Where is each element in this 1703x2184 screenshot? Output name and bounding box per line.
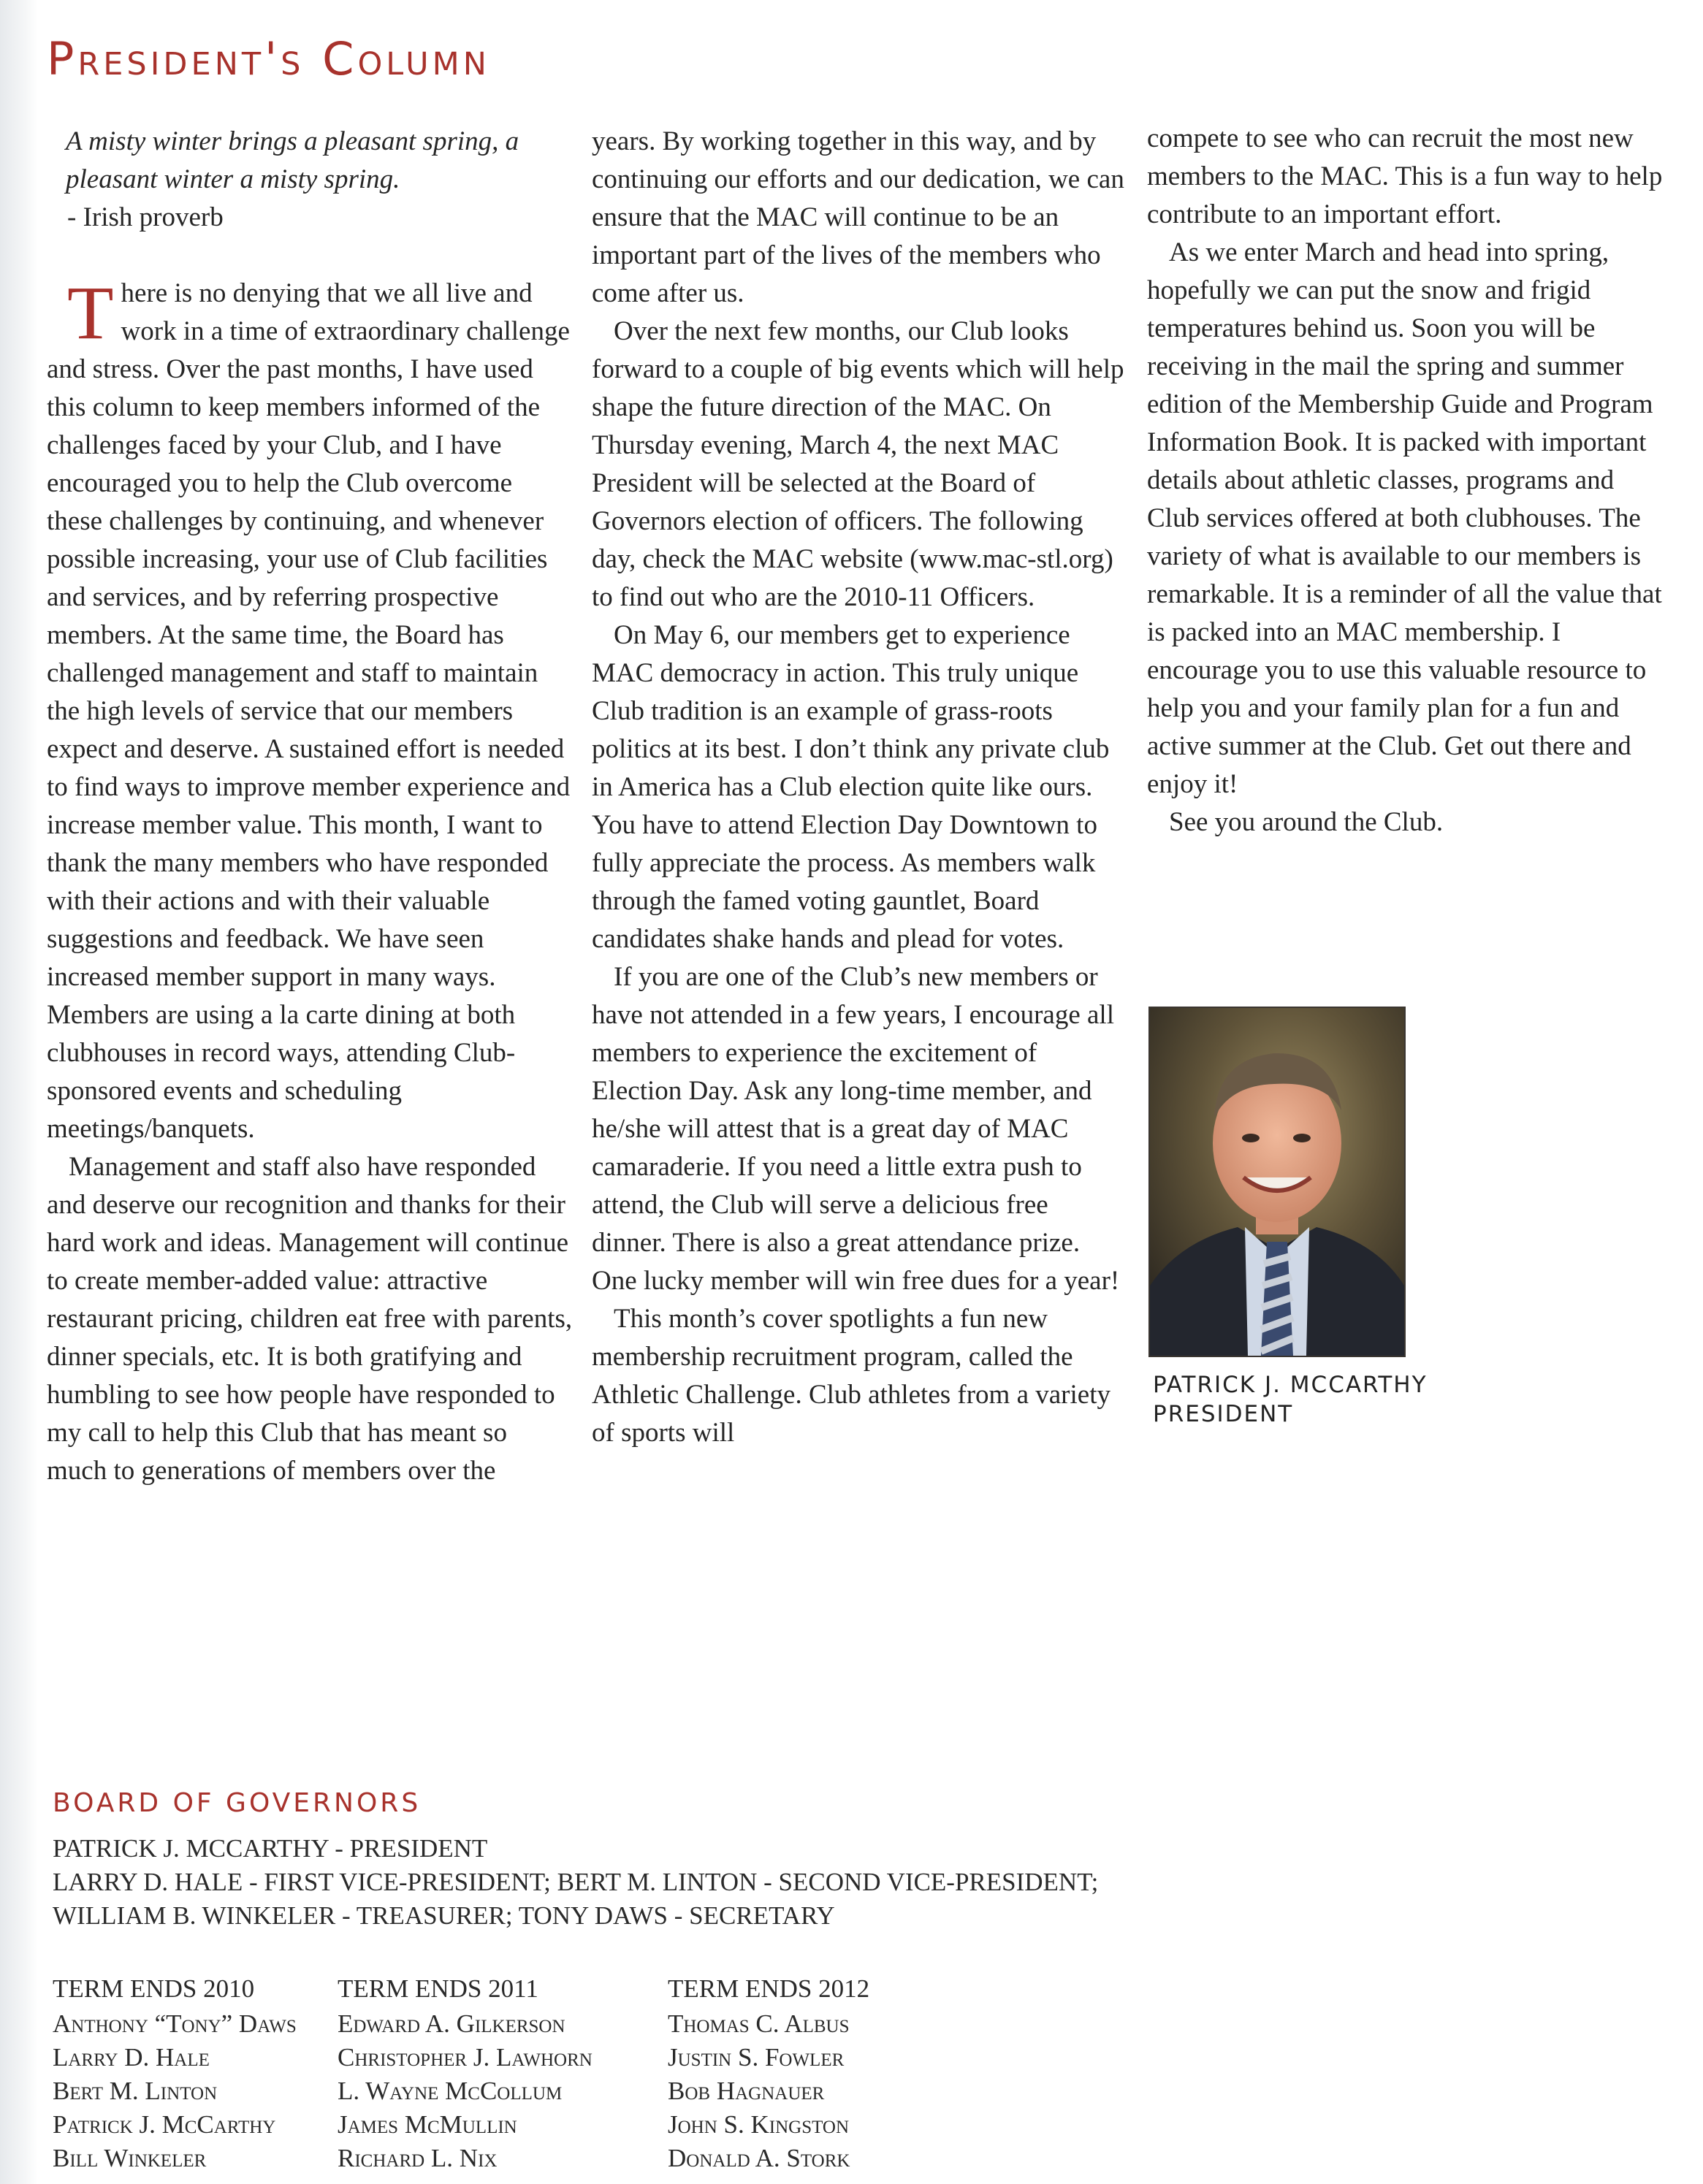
article-paragraph: years. By working together in this way, and by continuing our efforts and our dedication, we can ensure that the MAC will continue to be an important part of the lives of the members who come after us.	[592, 126, 1124, 308]
article-paragraph: Over the next few months, our Club looks forward to a couple of big events which will help shape the future direction of the MAC. On Thursday evening, March 4, the next MAC President will be selected at the Board of Governors election of officers. The following day, check the MAC website (www.mac-stl.org) to find out who are the 2010-11 Officers.	[592, 316, 1124, 612]
term-heading: TERM ENDS 2010	[53, 1974, 255, 2003]
article-paragraph: On May 6, our members get to experience MAC democracy in action. This truly unique Club tradition is an example of grass-roots politics at its best. I don’t think any private club in America has a Club election quite like ours. You have to attend Election Day Downtown to fully appreciate the process. As members walk through the famed voting gauntlet, Board candidates shake hands and plead for votes.	[592, 620, 1110, 954]
page-edge-shadow	[0, 0, 38, 2184]
epigraph-attribution: - Irish proverb	[67, 202, 224, 232]
board-member: Bert M. Linton	[53, 2077, 218, 2105]
epigraph: A misty winter brings a pleasant spring, a pleasant winter a misty spring.	[66, 126, 519, 194]
opening-paragraph	[47, 271, 573, 1148]
caption-role: PRESIDENT	[1153, 1401, 1294, 1427]
board-member: Edward A. Gilkerson	[338, 2009, 565, 2038]
caption-name: PATRICK J. MCCARTHY	[1153, 1372, 1428, 1398]
board-member: Bill Winkeler	[53, 2144, 207, 2172]
board-member: L. Wayne McCollum	[338, 2077, 563, 2105]
officers-line: LARRY D. HALE - FIRST VICE-PRESIDENT; BERT M. LINTON - SECOND VICE-PRESIDENT;	[53, 1868, 1099, 1896]
board-member: Larry D. Hale	[53, 2043, 210, 2072]
article-column-2	[592, 123, 1125, 1452]
board-member: James McMullin	[338, 2110, 517, 2139]
article-paragraph: See you around the Club.	[1169, 807, 1444, 837]
term-heading: TERM ENDS 2011	[338, 1974, 538, 2003]
board-member: Patrick J. McCarthy	[53, 2110, 276, 2139]
term-column-2010	[53, 1972, 297, 2175]
article-paragraph: This month’s cover spotlights a fun new membership recruitment program, called the Athletic Challenge. Club athletes from a variety of sports will	[592, 1304, 1110, 1448]
board-member: Thomas C. Albus	[668, 2009, 850, 2038]
drop-cap: T	[67, 271, 114, 355]
portrait-caption	[1153, 1370, 1428, 1429]
article-paragraph: Management and staff also have responded and deserve our recognition and thanks for their hard work and ideas. Management will continue to create member-added value: attractive restaurant pricing, children eat free with parents, dinner specials, etc. It is both gratifying and humbling to see how people have responded to my call to help this Club that has meant so much to generations of members over the	[47, 1152, 573, 1486]
board-of-governors-heading: BOARD OF GOVERNORS	[53, 1788, 422, 1818]
term-heading: TERM ENDS 2012	[668, 1974, 870, 2003]
board-member: Donald A. Stork	[668, 2144, 850, 2172]
board-member: Bob Hagnauer	[668, 2077, 825, 2105]
board-member: Anthony “Tony” Daws	[53, 2009, 297, 2038]
board-member: John S. Kingston	[668, 2110, 850, 2139]
officers-line: WILLIAM B. WINKELER - TREASURER; TONY DAWS - SECRETARY	[53, 1901, 835, 1930]
board-member: Richard L. Nix	[338, 2144, 498, 2172]
term-column-2011	[338, 1972, 593, 2175]
board-member: Justin S. Fowler	[668, 2043, 845, 2072]
officers-list	[53, 1832, 1148, 1933]
page-title: President's Column	[47, 32, 490, 85]
opening-paragraph-text: here is no denying that we all live and work in a time of extraordinary challenge and stress. Over the past months, I have used this column to keep members informed of the challenges faced by your Club, and I have encouraged you to help the Club overcome these challenges by continuing, and whenever possible increasing, your use of Club facilities and services, and by referring prospective members. At the same time, the Board has challenged management and staff to maintain the high levels of service that our members expect and deserve. A sustained effort is needed to find ways to improve member experience and increase member value. This month, I want to thank the many members who have responded with their actions and with their valuable suggestions and feedback. We have seen increased member support in many ways. Members are using a la carte dining at both clubhouses in record ways, attending Club-sponsored events and scheduling meetings/banquets.	[47, 278, 571, 1144]
board-member: Christopher J. Lawhorn	[338, 2043, 593, 2072]
term-column-2012	[668, 1972, 869, 2175]
article-column-1	[47, 123, 573, 1490]
officers-line: PATRICK J. MCCARTHY - PRESIDENT	[53, 1834, 488, 1863]
article-column-3	[1147, 120, 1666, 841]
portrait-illustration	[1150, 1008, 1404, 1356]
article-paragraph: If you are one of the Club’s new members or have not attended in a few years, I encourage all members to experience the excitement of Election Day. Ask any long-time member, and he/she will attest that is a great day of MAC camaraderie. If you need a little extra push to attend, the Club will serve a delicious free dinner. There is also a great attendance prize. One lucky member will win free dues for a year!	[592, 962, 1120, 1296]
president-portrait	[1148, 1007, 1406, 1357]
article-paragraph: compete to see who can recruit the most new members to the MAC. This is a fun way to help contribute to an important effort.	[1147, 123, 1663, 229]
article-paragraph: As we enter March and head into spring, hopefully we can put the snow and frigid temperatures behind us. Soon you will be receiving in the mail the spring and summer edition of the Membership Guide and Program Information Book. It is packed with important details about athletic classes, programs and Club services offered at both clubhouses. The variety of what is available to our members is remarkable. It is a reminder of all the value that is packed into an MAC membership. I encourage you to use this valuable resource to help you and your family plan for a fun and active summer at the Club. Get out there and enjoy it!	[1147, 237, 1662, 799]
